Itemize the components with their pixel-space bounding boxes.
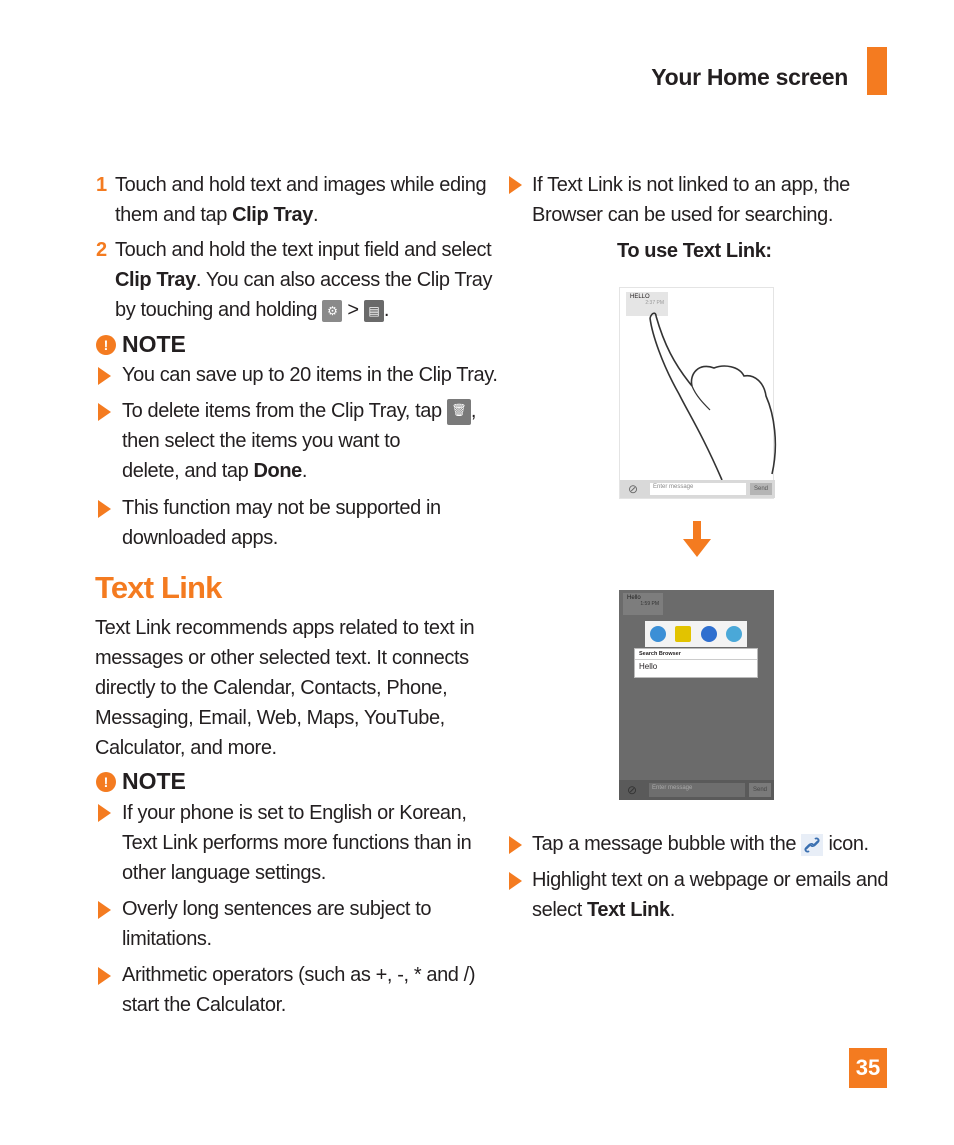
step-2-line2: [115, 265, 505, 295]
bullet-arrow-icon: [98, 804, 111, 822]
right-bullet-highlight-line2-text: select: [532, 899, 588, 921]
note-heading: [96, 331, 186, 358]
trash-icon: 🗑: [447, 399, 471, 425]
step-2-line3: [115, 295, 505, 325]
note1-bullet-3-line1: This function may not be supported in: [122, 497, 441, 519]
step-2-text: [115, 235, 505, 325]
right-bullet-highlight: [532, 865, 922, 925]
message-input: Enter message: [650, 483, 746, 495]
bullet-arrow-icon: [98, 967, 111, 985]
bubble-text: Hello: [627, 595, 641, 601]
bubble-time: 1:59 PM: [640, 601, 659, 607]
right-bullet-tap-end: icon.: [823, 833, 869, 855]
menu-title: Search Browser: [635, 649, 757, 660]
step-1-line2-end: .: [312, 204, 319, 226]
text-link-label: Text Link: [587, 899, 670, 921]
bullet-arrow-icon: [509, 176, 522, 194]
note1-bullet-3-line2: downloaded apps.: [122, 527, 278, 549]
note2-bullet-1-line: Text Link performs more functions than in: [122, 832, 472, 854]
step-1-line1: Touch and hold text and images while eding: [115, 174, 487, 196]
clip-tray-icon: ▤: [364, 300, 384, 322]
note2-bullet-2: [122, 894, 502, 954]
paragraph-line: Text Link recommends apps related to text in: [95, 617, 475, 639]
step-number: 2: [96, 239, 107, 261]
step-number: 1: [96, 174, 107, 196]
note-heading-text: NOTE: [122, 768, 186, 794]
note1-bullet-2: [122, 396, 502, 486]
bullet-arrow-icon: [98, 500, 111, 518]
note1-bullet-3: [122, 493, 502, 553]
right-bullet-tap-text: Tap a message bubble with the: [532, 833, 802, 855]
step-1-line2: [115, 200, 495, 230]
message-bubble: [623, 593, 663, 615]
paragraph-line: messages or other selected text. It connects: [95, 647, 469, 669]
right-bullet-highlight-line1: Highlight text on a webpage or emails and: [532, 869, 889, 891]
step-2-line2-text: . You can also access the Clip Tray: [195, 269, 493, 291]
bullet-arrow-icon: [98, 403, 111, 421]
clip-tray-label: Clip Tray: [115, 269, 196, 291]
step-2-separator: >: [342, 299, 364, 321]
send-button: Send: [750, 483, 772, 495]
step-1-text: [115, 170, 495, 230]
paragraph-line: Messaging, Email, Web, Maps, YouTube,: [95, 707, 445, 729]
text-link-app-icons: [645, 621, 747, 647]
message-input-bar: [619, 780, 774, 800]
menu-item: Hello: [639, 662, 658, 671]
text-link-paragraph: [95, 613, 495, 763]
note2-bullet-3-line: Arithmetic operators (such as +, -, * and /): [122, 964, 476, 986]
note2-bullet-1-line: If your phone is set to English or Korean,: [122, 802, 467, 824]
help-icon: [726, 626, 742, 642]
subheading: To use Text Link:: [617, 240, 772, 262]
paragraph-line: directly to the Calendar, Contacts, Phone,: [95, 677, 448, 699]
settings-icon: ⚙: [322, 300, 342, 322]
note1-bullet-2-line3-text: delete, and tap: [122, 460, 254, 482]
link-icon: [801, 834, 823, 856]
note2-bullet-1-line: other language settings.: [122, 862, 326, 884]
memo-icon: [675, 626, 691, 642]
note-icon: !: [96, 772, 116, 792]
step-2-line3-text: by touching and holding: [115, 299, 323, 321]
browser-icon: [650, 626, 666, 642]
right-bullet-browser-line: Browser can be used for searching.: [532, 204, 834, 226]
note1-bullet-1: You can save up to 20 items in the Clip Tray.: [122, 364, 498, 386]
bullet-arrow-icon: [98, 367, 111, 385]
screenshot-message-tap: [619, 287, 774, 499]
note2-bullet-2-line: limitations.: [122, 928, 212, 950]
bullet-arrow-icon: [509, 872, 522, 890]
note1-bullet-2-line3-end: .: [301, 460, 308, 482]
search-browser-menu: [634, 648, 758, 678]
arrow-down-icon: [683, 521, 711, 557]
message-input: Enter message: [649, 783, 745, 797]
note1-bullet-2-comma: ,: [470, 400, 477, 422]
note1-bullet-2-line2: then select the items you want to: [122, 430, 401, 452]
clip-tray-label: Clip Tray: [232, 204, 313, 226]
right-bullet-highlight-line2: [532, 895, 922, 925]
note-icon: !: [96, 335, 116, 355]
note2-bullet-1: [122, 798, 502, 888]
note2-bullet-3-line: start the Calculator.: [122, 994, 286, 1016]
right-bullet-browser: [532, 170, 912, 230]
attach-icon: ⊘: [628, 482, 639, 496]
note-heading: [96, 768, 186, 795]
section-tab-marker: [867, 47, 887, 95]
paragraph-line: Calculator, and more.: [95, 737, 277, 759]
page-number: 35: [849, 1048, 887, 1088]
hand-gesture-icon: [644, 304, 779, 482]
bullet-arrow-icon: [509, 836, 522, 854]
right-bullet-browser-line: If Text Link is not linked to an app, the: [532, 174, 850, 196]
note2-bullet-3: [122, 960, 502, 1020]
bubble-text: HELLO: [630, 294, 650, 300]
send-button: Send: [749, 783, 771, 797]
section-title: Your Home screen: [651, 64, 848, 90]
copy-icon: [701, 626, 717, 642]
step-1: [96, 170, 107, 200]
note1-bullet-2-line3: [122, 456, 502, 486]
section-heading: Text Link: [95, 570, 222, 605]
note2-bullet-2-line: Overly long sentences are subject to: [122, 898, 432, 920]
step-2-line1: Touch and hold the text input field and select: [115, 239, 492, 261]
note-heading-text: NOTE: [122, 331, 186, 357]
bubble-time: 2:37 PM: [645, 300, 664, 306]
right-bullet-highlight-line2-end: .: [669, 899, 675, 921]
step-2: [96, 235, 107, 265]
note1-bullet-2-text: To delete items from the Clip Tray, tap: [122, 400, 447, 422]
bullet-arrow-icon: [98, 901, 111, 919]
note1-bullet-2-line1: [122, 396, 502, 426]
right-bullet-tap: [532, 829, 912, 859]
message-input-bar: [620, 480, 775, 498]
step-2-line3-end: .: [383, 299, 390, 321]
done-label: Done: [253, 460, 302, 482]
step-1-line2-text: them and tap: [115, 204, 233, 226]
attach-icon: ⊘: [627, 783, 638, 797]
screenshot-text-link-menu: [619, 590, 774, 800]
